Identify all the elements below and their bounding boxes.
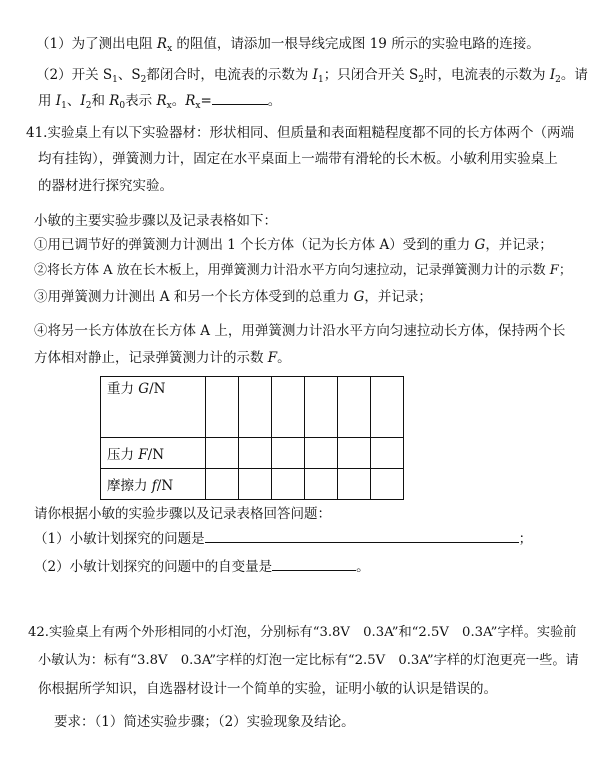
q41-ask: 请你根据小敏的实验步骤以及记录表格回答问题： (34, 506, 331, 522)
q41-step4-line1: ④将另一长方体放在长方体 A 上，用弹簧测力计沿水平方向匀速拉动长方体，保持两个长 (34, 323, 566, 339)
answer-blank-variable[interactable] (272, 558, 356, 571)
row-label-friction: 摩擦力 f/N (101, 469, 206, 500)
table-cell[interactable] (338, 377, 371, 438)
q41-intro-line3: 的器材进行探究实验。 (38, 178, 173, 194)
table-cell[interactable] (239, 438, 272, 469)
row-label-pressure: 压力 F/N (101, 438, 206, 469)
q42-line3: 你根据所学知识，自选器材设计一个简单的实验，证明小敏的认识是错误的。 (38, 681, 497, 697)
q40-sub2-line2: 用 $I_1$、$I_2$和 $R_0$表示 $R_x$。$R_x=$ 。 (38, 93, 282, 111)
q42-line2: 小敏认为：标有“3.8V 0.3A”字样的灯泡一定比标有“2.5V 0.3A”字样的灯泡更亮一些。请 (38, 653, 579, 668)
q41-step4-line2: 方体相对静止，记录弹簧测力计的示数 F。 (34, 350, 291, 366)
q41-step3: ③用弹簧测力计测出 A 和另一个长方体受到的总重力 G，并记录； (34, 289, 432, 305)
table-cell[interactable] (305, 377, 338, 438)
table-cell[interactable] (206, 377, 239, 438)
table-row (101, 438, 404, 469)
q41-intro-line2: 均有挂钩），弹簧测力计，固定在水平桌面上一端带有滑轮的长木板。小敏利用实验桌上 (38, 151, 558, 167)
table-cell[interactable] (206, 438, 239, 469)
table-cell[interactable] (338, 469, 371, 500)
table-cell[interactable] (371, 469, 404, 500)
table-cell[interactable] (239, 469, 272, 500)
q41-intro-line1: 41.实验桌上有以下实验器材：形状相同、但质量和表面粗糙程度都不同的长方体两个（两端 (26, 125, 574, 141)
table-cell[interactable] (305, 438, 338, 469)
answer-blank-question[interactable] (205, 530, 519, 543)
q42-requirements: 要求：（1）简述实验步骤；（2）实验现象及结论。 (54, 714, 355, 730)
record-table (100, 376, 404, 500)
table-cell[interactable] (371, 377, 404, 438)
q40-sub1: （1）为了测出电阻 $R_x$ 的阻值，请添加一根导线完成图 19 所示的实验电路的连接。 (36, 36, 540, 54)
table-cell[interactable] (272, 377, 305, 438)
q40-sub2-line1: （2）开关 $S_1$、$S_2$都闭合时，电流表的示数为 $I_1$；只闭合开关 $S_2$时，电流表的示数为 $I_2$。请 (36, 67, 588, 85)
q41-step2: ②将长方体 A 放在长木板上，用弹簧测力计沿水平方向匀速拉动，记录弹簧测力计的示数 F； (34, 263, 572, 278)
table-row (101, 469, 404, 500)
q41-step1: ①用已调节好的弹簧测力计测出 1 个长方体（记为长方体 A）受到的重力 G，并记录； (34, 237, 553, 253)
table-cell[interactable] (206, 469, 239, 500)
table-cell[interactable] (239, 377, 272, 438)
table-cell[interactable] (272, 469, 305, 500)
q41-steps-title: 小敏的主要实验步骤以及记录表格如下： (34, 213, 277, 229)
q41-ask2: （2）小敏计划探究的问题中的自变量是 。 (34, 559, 370, 575)
table-cell[interactable] (371, 438, 404, 469)
q42-line1: 42.实验桌上有两个外形相同的小灯泡，分别标有“3.8V 0.3A”和“2.5V 0.3A”字样。实验前 (28, 625, 577, 640)
table-cell[interactable] (272, 438, 305, 469)
answer-blank-rx[interactable] (212, 92, 268, 105)
row-label-gravity: 重力 G/N (101, 377, 206, 438)
q41-ask1: （1）小敏计划探究的问题是 ； (34, 531, 533, 547)
table-row (101, 377, 404, 438)
table-cell[interactable] (338, 438, 371, 469)
table-cell[interactable] (305, 469, 338, 500)
